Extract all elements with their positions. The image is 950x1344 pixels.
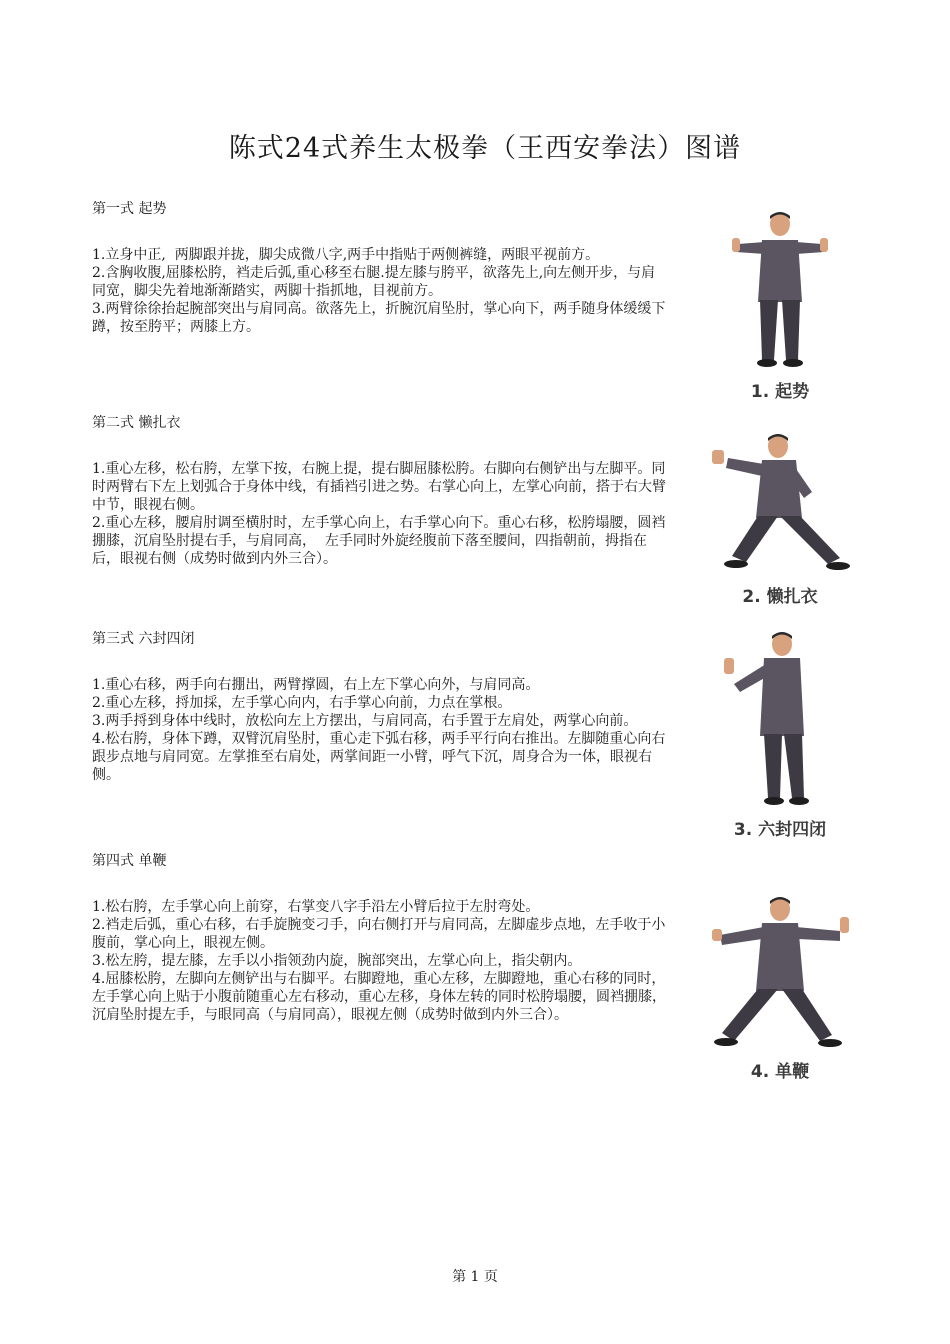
step-text: 3.两手捋到身体中线时，放松向左上方摆出，与肩同高，右手置于左肩处，两掌心向前。 [92, 713, 638, 729]
figure-danbian [700, 895, 860, 1082]
section-heading: 第二式 懒扎衣 [92, 415, 181, 431]
figure-caption: 1. 起势 [750, 382, 810, 402]
section-liufengsibi [92, 628, 667, 784]
section-heading: 第三式 六封四闭 [92, 631, 195, 647]
taichi-figure-illustration [700, 430, 860, 580]
section-danbian [92, 850, 667, 1024]
page-number: 第 1 页 [452, 1269, 498, 1285]
step-text: 3.两臂徐徐抬起腕部突出与肩同高。欲落先上，折腕沉肩坠肘，掌心向下，两手随身体缓缓下蹲，按至胯平；两膝上方。 [92, 301, 666, 335]
section-heading: 第一式 起势 [92, 201, 167, 217]
section-lanzhayi [92, 412, 667, 568]
step-text: 1.立身中正, 两脚跟并拢，脚尖成微八字,两手中指贴于两侧裤缝，两眼平视前方。 [92, 247, 600, 263]
taichi-figure-illustration [700, 210, 860, 375]
step-text: 2.重心左移，捋加採，左手掌心向内，右手掌心向前，力点在掌根。 [92, 695, 512, 711]
figure-caption: 4. 单鞭 [750, 1062, 810, 1082]
figure-lanzhayi [700, 430, 860, 607]
document-title: 陈式24式养生太极拳（王西安拳法）图谱 [228, 133, 742, 164]
step-text: 2.含胸收腹,屈膝松胯，裆走后弧,重心移至右腿.提左膝与胯平，欲落先上,向左侧开步，与肩同宽，脚尖先着地渐渐踏实，两脚十指抓地，目视前方。 [92, 265, 656, 299]
step-text: 3.松左胯，提左膝，左手以小指领劲内旋，腕部突出，左掌心向上，指尖朝内。 [92, 953, 582, 969]
taichi-figure-illustration [700, 628, 860, 813]
step-text: 4.屈膝松胯，左脚向左侧铲出与右脚平。右脚蹬地，重心左移，左脚蹬地，重心右移的同时，左手掌心向上贴于小腹前随重心左右移动，重心左移，身体左转的同时松胯塌腰，圆裆掤膝，沉肩坠肘提左手，与眼同高（与肩同高），眼视左侧（成势时做到内外三合）。 [92, 971, 666, 1023]
step-text: 1.重心右移，两手向右掤出，两臂撑圆，右上左下掌心向外，与肩同高。 [92, 677, 540, 693]
section-qishi [92, 198, 667, 336]
figure-caption: 3. 六封四闭 [733, 820, 827, 840]
step-text: 1.重心左移，松右胯，左掌下按，右腕上提，提右脚屈膝松胯。右脚向右侧铲出与左脚平。同时两臂右下左上划弧合于身体中线，有插裆引进之势。右掌心向上，左掌心向前，搭于右大臂中节，眼视右侧。 [92, 461, 666, 513]
step-text: 4.松右胯，身体下蹲，双臂沉肩坠肘，重心走下弧右移，两手平行向右推出。左脚随重心向右跟步点地与肩同宽。左掌推至右肩处，两掌间距一小臂，呼气下沉，周身合为一体，眼视右侧。 [92, 731, 666, 783]
step-text: 2.裆走后弧，重心右移，右手旋腕变刁手，向右侧打开与肩同高，左脚虚步点地，左手收于小腹前，掌心向上，眼视左侧。 [92, 917, 666, 951]
figure-liufengsibi [700, 628, 860, 840]
section-heading: 第四式 单鞭 [92, 853, 167, 869]
step-text: 1.松右胯，左手掌心向上前穿，右掌变八字手沿左小臂后拉于左肘弯处。 [92, 899, 540, 915]
figure-qishi [700, 210, 860, 402]
step-text: 2.重心左移，腰肩肘调至横肘时，左手掌心向上，右手掌心向下。重心右移，松胯塌腰，圆裆掤膝，沉肩坠肘提右手，与肩同高， 左手同时外旋经腹前下落至腰间，四指朝前，拇指在后，眼视右侧（成势时做到内外三合）。 [92, 515, 666, 567]
figure-caption: 2. 懒扎衣 [742, 587, 818, 607]
taichi-figure-illustration [700, 895, 860, 1055]
